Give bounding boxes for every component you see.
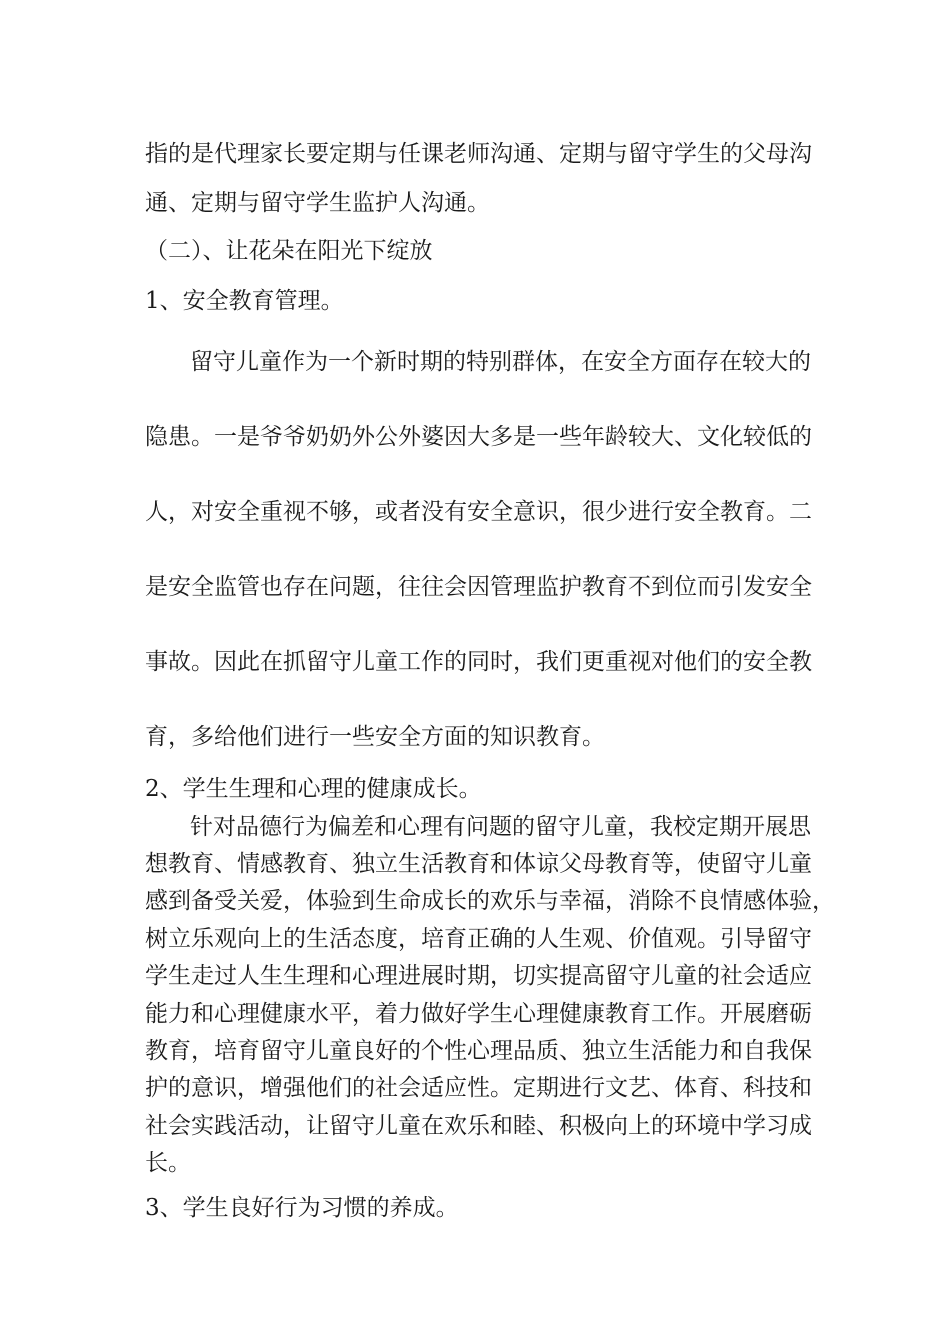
text-line: 能力和心理健康水平，着力做好学生心理健康教育工作。开展磨砺 — [145, 1001, 812, 1027]
subsection-heading: 1、安全教育管理。 — [145, 288, 344, 314]
text-line: 育，多给他们进行一些安全方面的知识教育。 — [145, 724, 605, 750]
section-heading: （二）、让花朵在阳光下绽放 — [145, 238, 433, 264]
text-line: 指的是代理家长要定期与任课老师沟通、定期与留守学生的父母沟 — [145, 141, 812, 167]
text-line: 人，对安全重视不够，或者没有安全意识，很少进行安全教育。二 — [145, 499, 812, 525]
text-line: 是安全监管也存在问题，往往会因管理监护教育不到位而引发安全 — [145, 574, 812, 600]
paragraph-first-line: 留守儿童作为一个新时期的特别群体，在安全方面存在较大的 — [190, 349, 811, 375]
text-line: 感到备受关爱，体验到生命成长的欢乐与幸福，消除不良情感体验， — [145, 888, 835, 914]
subsection-heading: 3、学生良好行为习惯的养成。 — [145, 1195, 459, 1221]
text-line: 社会实践活动，让留守儿童在欢乐和睦、积极向上的环境中学习成 — [145, 1113, 812, 1139]
text-line: 教育，培育留守儿童良好的个性心理品质、独立生活能力和自我保 — [145, 1038, 812, 1064]
text-line: 长。 — [145, 1150, 191, 1176]
text-line: 想教育、情感教育、独立生活教育和体谅父母教育等，使留守儿童 — [145, 851, 812, 877]
text-line: 隐患。一是爷爷奶奶外公外婆因大多是一些年龄较大、文化较低的 — [145, 424, 812, 450]
text-line: 事故。因此在抓留守儿童工作的同时，我们更重视对他们的安全教 — [145, 649, 812, 675]
text-line: 通、定期与留守学生监护人沟通。 — [145, 190, 490, 216]
paragraph-first-line: 针对品德行为偏差和心理有问题的留守儿童，我校定期开展思 — [190, 814, 811, 840]
text-line: 树立乐观向上的生活态度，培育正确的人生观、价值观。引导留守 — [145, 926, 812, 952]
text-line: 学生走过人生生理和心理进展时期，切实提高留守儿童的社会适应 — [145, 963, 812, 989]
text-line: 护的意识，增强他们的社会适应性。定期进行文艺、体育、科技和 — [145, 1075, 812, 1101]
subsection-heading: 2、学生生理和心理的健康成长。 — [145, 776, 482, 802]
